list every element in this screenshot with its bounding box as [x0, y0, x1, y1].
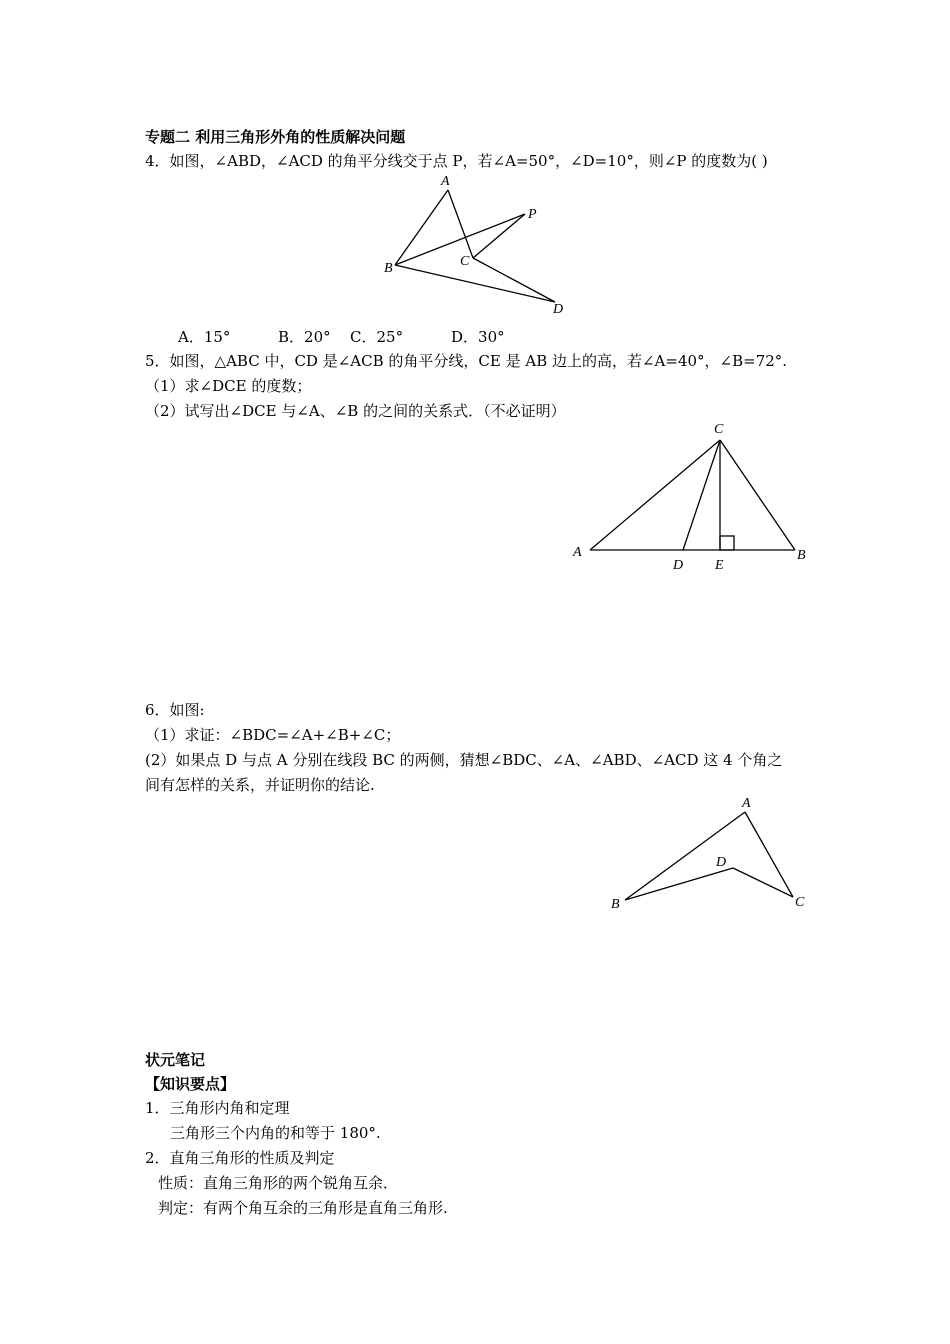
q5-figure	[565, 415, 815, 575]
q6-part2-line2: 间有怎样的关系，并证明你的结论.	[145, 776, 375, 794]
q5-label-B: B	[797, 548, 806, 563]
q6-seg-AC	[745, 812, 793, 897]
q4-option-b: B．20°	[278, 328, 331, 346]
notes-item2: 2．直角三角形的性质及判定	[145, 1149, 335, 1167]
q4-seg-CD	[473, 258, 555, 302]
q4-seg-BA	[395, 190, 448, 265]
q6-label-A: A	[742, 796, 751, 811]
q4-seg-AC	[448, 190, 473, 258]
notes-item2-judgement: 判定：有两个角互余的三角形是直角三角形.	[158, 1199, 448, 1217]
q5-stem: 5．如图，△ABC 中，CD 是∠ACB 的角平分线，CE 是 AB 边上的高，若∠A=40°，∠B=72°.	[145, 352, 788, 370]
q5-label-E: E	[715, 558, 724, 573]
q4-label-A: A	[441, 174, 450, 189]
q6-part2-line1: (2）如果点 D 与点 A 分别在线段 BC 的两侧，猜想∠BDC、∠A、∠ABD、∠ACD 这 4 个角之	[145, 751, 783, 769]
q6-seg-BD	[625, 868, 733, 900]
notes-item1: 1．三角形内角和定理	[145, 1099, 290, 1117]
q5-part1: （1）求∠DCE 的度数；	[145, 377, 312, 395]
q4-label-P: P	[528, 207, 537, 222]
q5-label-C: C	[714, 422, 724, 437]
q4-option-c: C．25°	[350, 328, 404, 346]
q6-seg-BA	[625, 812, 745, 900]
notes-item2-property: 性质：直角三角形的两个锐角互余．	[158, 1174, 399, 1192]
notes-heading: 【知识要点】	[145, 1075, 236, 1093]
q5-part2: （2）试写出∠DCE 与∠A、∠B 的之间的关系式．（不必证明）	[145, 402, 566, 420]
q4-option-d: D．30°	[451, 328, 505, 346]
q6-figure	[600, 790, 820, 920]
notes-title: 状元笔记	[145, 1051, 206, 1069]
q4-stem: 4．如图，∠ABD，∠ACD 的角平分线交于点 P，若∠A=50°，∠D=10°，则∠P 的度数为( )	[145, 152, 768, 170]
q4-seg-PC	[473, 214, 525, 258]
q5-label-D: D	[673, 558, 684, 573]
q6-label-B: B	[611, 897, 620, 912]
q4-label-D: D	[553, 302, 564, 317]
section-title: 专题二 利用三角形外角的性质解决问题	[145, 128, 406, 146]
q5-seg-CB	[720, 440, 795, 550]
q4-option-a: A．15°	[178, 328, 231, 346]
q5-seg-AC	[590, 440, 720, 550]
q6-seg-DC	[733, 868, 793, 897]
q6-label-D: D	[716, 855, 727, 870]
q5-right-angle-mark	[720, 536, 734, 550]
q4-seg-BD	[395, 265, 555, 302]
q4-label-C: C	[460, 254, 470, 269]
q6-part1: （1）求证：∠BDC=∠A+∠B+∠C；	[145, 726, 401, 744]
q6-stem: 6．如图:	[145, 701, 205, 719]
q4-figure	[380, 170, 580, 320]
q4-label-B: B	[384, 261, 393, 276]
q6-label-C: C	[795, 895, 805, 910]
notes-item1-text: 三角形三个内角的和等于 180°.	[170, 1124, 381, 1142]
q5-label-A: A	[573, 545, 582, 560]
